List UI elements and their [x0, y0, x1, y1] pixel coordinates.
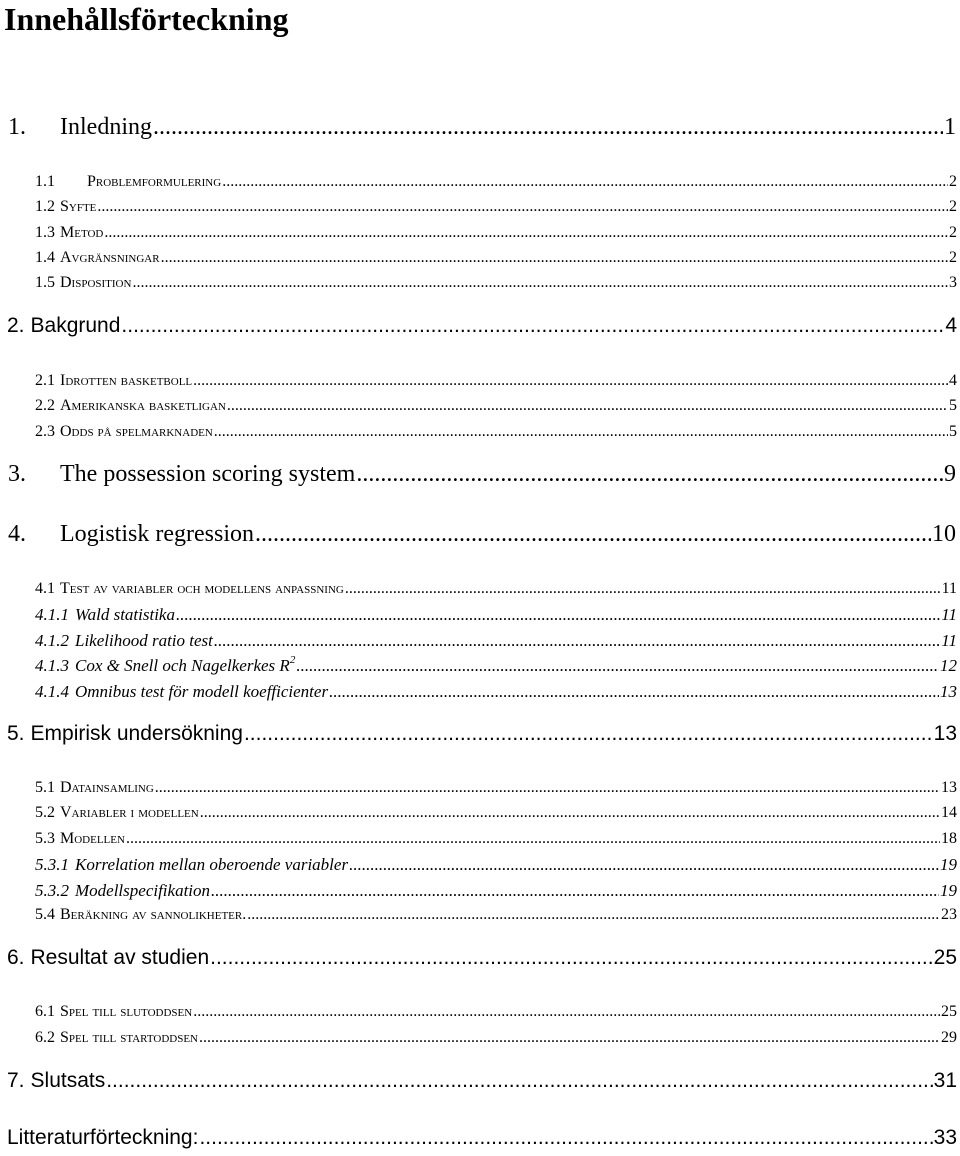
- toc-entry-title: [60, 224, 103, 242]
- toc-entry-page: 19: [940, 881, 957, 900]
- toc-dot-leader: [199, 1126, 932, 1150]
- toc-dot-leader: [255, 521, 931, 548]
- toc-entry[interactable]: [7, 946, 957, 970]
- toc-entry-title: [7, 1126, 198, 1150]
- toc-entry-title-text: Logistisk regression: [60, 521, 254, 547]
- toc-entry-page: 29: [941, 1029, 957, 1046]
- toc-entry-number: 6.: [7, 946, 25, 969]
- toc-entry-number: 6.1: [35, 1003, 55, 1020]
- toc-entry-title: [75, 656, 295, 676]
- toc-entry[interactable]: [35, 274, 957, 292]
- toc-entry-page: 10: [932, 521, 956, 547]
- toc-entry[interactable]: [35, 779, 957, 797]
- toc-entry[interactable]: [35, 1003, 957, 1021]
- toc-dot-leader: [247, 906, 940, 924]
- toc-entry-title-text: Korrelation mellan oberoende variabler: [75, 855, 349, 874]
- toc-entry-page: 1: [944, 114, 956, 140]
- toc-entry-page: 31: [933, 1069, 957, 1092]
- toc-entry-title-text: Bakgrund: [30, 314, 121, 337]
- toc-entry-title: [60, 804, 199, 822]
- toc-dot-leader: [161, 249, 948, 267]
- toc-entry-number: 4.1.4: [35, 682, 69, 701]
- toc-entry-title: [60, 461, 355, 488]
- toc-entry-title: [31, 314, 121, 338]
- toc-entry-title: [75, 605, 175, 625]
- toc-entry[interactable]: [35, 372, 957, 390]
- toc-entry-number: 1.1: [35, 173, 55, 190]
- toc-entry-page: 25: [941, 1003, 957, 1020]
- toc-entry-title: [60, 114, 152, 141]
- toc-entry[interactable]: [7, 1126, 957, 1150]
- toc-entry-title: [60, 906, 246, 924]
- toc-entry-number: 5.: [7, 722, 25, 745]
- toc-entry-number: 1.5: [35, 274, 55, 291]
- toc-entry[interactable]: [35, 580, 957, 598]
- toc-dot-leader: [193, 1003, 940, 1021]
- toc-dot-leader: [211, 881, 939, 901]
- toc-entry-title-text: Disposition: [60, 274, 132, 291]
- toc-entry-number: 7.: [7, 1069, 25, 1092]
- toc-entry-number: 5.2: [35, 804, 55, 821]
- toc-entry[interactable]: [35, 1029, 957, 1047]
- toc-entry-number: 5.3.1: [35, 855, 69, 874]
- toc-entry-number: 2.3: [35, 423, 55, 440]
- toc-entry-number: 4.1.1: [35, 605, 69, 624]
- toc-entry-title-text: Empirisk undersökning: [30, 722, 243, 745]
- toc-entry[interactable]: [35, 656, 957, 676]
- toc-dot-leader: [214, 423, 948, 441]
- toc-dot-leader: [329, 682, 939, 702]
- toc-dot-leader: [121, 314, 944, 338]
- toc-entry-number: 1.3: [35, 224, 55, 241]
- toc-dot-leader: [214, 631, 940, 651]
- toc-entry-title: [60, 580, 344, 598]
- toc-entry-title-text: Likelihood ratio test: [75, 631, 213, 650]
- toc-entry[interactable]: [35, 906, 957, 924]
- toc-entry-title: [60, 274, 131, 292]
- toc-entry-page: 14: [941, 804, 957, 821]
- toc-entry-title-text: Wald statistika: [75, 605, 175, 624]
- toc-entry-number: 6.2: [35, 1029, 55, 1046]
- toc-entry-title: [60, 779, 154, 797]
- toc-entry[interactable]: [35, 830, 957, 848]
- toc-entry[interactable]: [35, 249, 957, 267]
- toc-entry[interactable]: [35, 173, 957, 191]
- toc-entry-number: 1.4: [35, 249, 55, 266]
- toc-entry-number: 4.1.3: [35, 656, 69, 675]
- toc-entry-title-text: Modellspecifikation: [75, 881, 211, 900]
- toc-entry[interactable]: [7, 314, 957, 338]
- toc-entry-number: 2.1: [35, 372, 55, 389]
- toc-entry-title: [60, 1029, 198, 1047]
- toc-entry-number: 4.1.2: [35, 631, 69, 650]
- toc-entry[interactable]: [35, 423, 957, 441]
- toc-entry-number: 2.2: [35, 397, 55, 414]
- toc-heading: Innehållsförteckning: [4, 1, 289, 37]
- toc-entry-page: 2: [949, 198, 957, 215]
- toc-entry-title: [60, 372, 192, 390]
- toc-entry-title-text: Slutsats: [30, 1069, 106, 1092]
- toc-entry-page: 25: [933, 946, 957, 969]
- toc-entry-title-text: Problemformulering: [87, 173, 222, 190]
- toc-entry[interactable]: [35, 855, 957, 875]
- toc-entry-page: 4: [945, 314, 957, 337]
- toc-entry-page: 33: [933, 1126, 957, 1149]
- toc-entry-page: 18: [941, 830, 957, 847]
- toc-entry[interactable]: [35, 605, 957, 625]
- toc-dot-leader: [200, 804, 940, 822]
- toc-dot-leader: [222, 173, 948, 191]
- toc-entry-page: 2: [949, 173, 957, 190]
- toc-entry[interactable]: [7, 1069, 957, 1093]
- toc-entry-page: 5: [949, 397, 957, 414]
- toc-entry[interactable]: [35, 804, 957, 822]
- toc-dot-leader: [345, 580, 941, 598]
- toc-entry-title: [31, 722, 243, 746]
- toc-entry-title: [87, 173, 221, 191]
- toc-entry-number: 5.4: [35, 906, 55, 923]
- toc-entry-title-text: Cox & Snell och Nagelkerkes R: [75, 656, 290, 675]
- toc-dot-leader: [104, 224, 948, 242]
- toc-dot-leader: [199, 1029, 940, 1047]
- toc-entry-title-text: Datainsamling: [60, 779, 154, 796]
- toc-dot-leader: [97, 198, 948, 216]
- toc-entry-page: 23: [941, 906, 957, 923]
- toc-entry-title-text: Syfte: [60, 198, 97, 215]
- toc-entry-title-text: Idrotten basketboll: [60, 372, 193, 389]
- toc-entry-number: 5.3: [35, 830, 55, 847]
- toc-entry-title: [75, 855, 348, 875]
- toc-entry-title: [60, 198, 96, 216]
- toc-entry-title: [60, 521, 254, 548]
- toc-entry-title-text: Beräkning av sannolikheter.: [60, 906, 247, 923]
- toc-entry-number: 2.: [7, 314, 25, 337]
- toc-entry-title: [31, 1069, 106, 1093]
- toc-entry[interactable]: [35, 631, 957, 651]
- toc-entry-page: 11: [941, 605, 957, 624]
- toc-dot-leader: [296, 656, 939, 676]
- toc-dot-leader: [244, 722, 933, 746]
- toc-entry-page: 19: [940, 855, 957, 874]
- toc-entry-title: [60, 830, 125, 848]
- toc-entry[interactable]: [8, 461, 956, 488]
- toc-entry-page: 4: [949, 372, 957, 389]
- toc-dot-leader: [126, 830, 940, 848]
- toc-entry-title-text: Resultat av studien: [30, 946, 210, 969]
- toc-dot-leader: [227, 397, 948, 415]
- toc-entry-number: 3.: [8, 461, 26, 487]
- toc-entry-page: 13: [933, 722, 957, 745]
- toc-entry-page: 3: [949, 274, 957, 291]
- toc-entry-title: [31, 946, 210, 970]
- toc-dot-leader: [132, 274, 948, 292]
- toc-entry-page: 11: [941, 580, 957, 597]
- toc-dot-leader: [176, 605, 940, 625]
- toc-entry-title-text: Spel till slutoddsen: [60, 1003, 193, 1020]
- toc-dot-leader: [153, 114, 943, 141]
- toc-dot-leader: [349, 855, 939, 875]
- toc-entry-title-text: Modellen: [60, 830, 125, 847]
- toc-entry-title: [60, 423, 213, 441]
- toc-entry-title: [75, 631, 213, 651]
- toc-dot-leader: [356, 461, 943, 488]
- toc-entry-number: 5.3.2: [35, 881, 69, 900]
- toc-dot-leader: [155, 779, 940, 797]
- toc-dot-leader: [106, 1069, 932, 1093]
- toc-entry-title-text: Litteraturförteckning:: [7, 1126, 199, 1149]
- toc-entry-page: 5: [949, 423, 957, 440]
- toc-entry-title-text: Variabler i modellen: [60, 804, 199, 821]
- toc-entry-title-text: Odds på spelmarknaden: [60, 423, 213, 440]
- toc-entry-page: 11: [941, 631, 957, 650]
- toc-entry-page: 13: [941, 779, 957, 796]
- toc-entry[interactable]: [35, 397, 957, 415]
- toc-entry-number: 4.: [8, 521, 26, 547]
- toc-entry-title-text: Inledning: [60, 114, 152, 140]
- toc-entry[interactable]: [35, 224, 957, 242]
- toc-entry-number: 5.1: [35, 779, 55, 796]
- toc-entry-title: [60, 1003, 192, 1021]
- toc-entry-page: 2: [949, 249, 957, 266]
- toc-entry-title-text: Avgränsningar: [60, 249, 160, 266]
- toc-dot-leader: [210, 946, 933, 970]
- toc-entry[interactable]: [8, 521, 956, 548]
- toc-entry-title-text: The possession scoring system: [60, 461, 356, 487]
- toc-entry-number: 1.: [8, 114, 26, 140]
- toc-entry-title-text: Metod: [60, 224, 104, 241]
- toc-entry-page: 12: [940, 656, 957, 675]
- toc-entry-title-text: Amerikanska basketligan: [60, 397, 226, 414]
- toc-entry-superscript: 2: [289, 654, 296, 666]
- toc-entry[interactable]: [35, 682, 957, 702]
- toc-entry-page: 2: [949, 224, 957, 241]
- toc-entry-page: 9: [944, 461, 956, 487]
- toc-entry[interactable]: [8, 114, 956, 141]
- toc-dot-leader: [193, 372, 948, 390]
- toc-entry-title: [75, 682, 328, 702]
- toc-entry-number: 1.2: [35, 198, 55, 215]
- toc-entry-page: 13: [940, 682, 957, 701]
- toc-entry[interactable]: [35, 881, 957, 901]
- toc-entry[interactable]: [7, 722, 957, 746]
- toc-entry-title-text: Omnibus test för modell koefficienter: [75, 682, 329, 701]
- toc-entry-number: 4.1: [35, 580, 55, 597]
- toc-entry-title-text: Test av variabler och modellens anpassning: [60, 580, 344, 597]
- toc-entry-title: [60, 397, 226, 415]
- toc-entry-title: [60, 249, 160, 267]
- toc-entry[interactable]: [35, 198, 957, 216]
- toc-entry-title-text: Spel till startoddsen: [60, 1029, 198, 1046]
- toc-entry-title: [75, 881, 210, 901]
